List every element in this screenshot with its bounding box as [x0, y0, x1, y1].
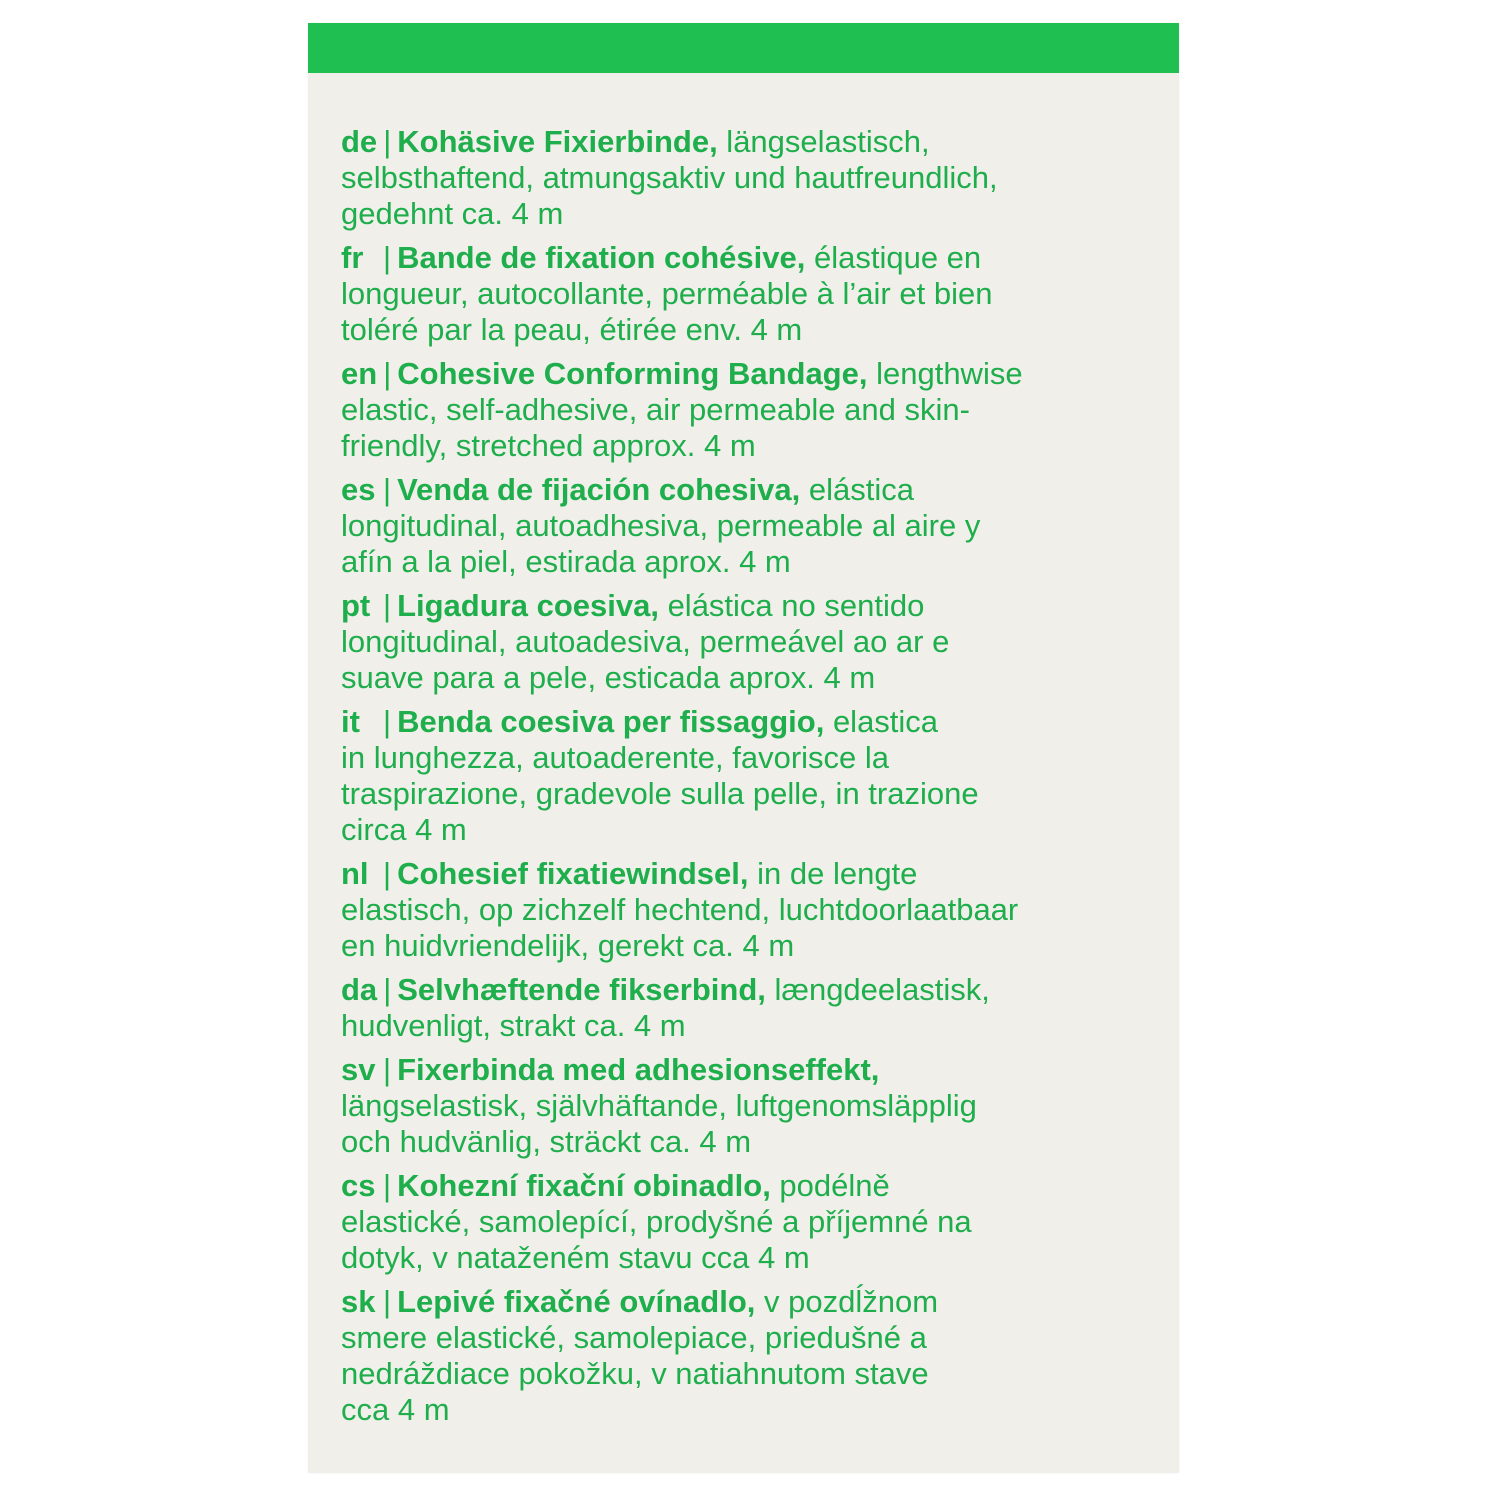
language-code: da [341, 972, 378, 1007]
description-line: circa 4 m [341, 812, 467, 847]
description-line: gedehnt ca. 4 m [341, 196, 564, 231]
entry-first-line [341, 1168, 1161, 1204]
product-title: Venda de fijación cohesiva, [397, 472, 801, 507]
description-line: cca 4 m [341, 1392, 450, 1427]
separator: | [383, 356, 392, 391]
green-header-band [308, 23, 1179, 73]
description-start: elástica [800, 472, 914, 507]
description-start: elástica no sentido [658, 588, 925, 623]
description-start: in de lengte [748, 856, 918, 891]
entry-pt [341, 588, 1161, 696]
description-line: in lunghezza, autoaderente, favorisce la [341, 740, 890, 775]
description-line: suave para a pele, esticada aprox. 4 m [341, 660, 876, 695]
entry-fr [341, 240, 1161, 348]
language-code: sv [341, 1052, 376, 1087]
separator: | [383, 856, 392, 891]
product-title: Bande de fixation cohésive, [397, 240, 806, 275]
entry-first-line [341, 124, 1161, 160]
description-line: elastické, samolepící, prodyšné a příjemné na [341, 1204, 972, 1239]
description-line: traspirazione, gradevole sulla pelle, in trazione [341, 776, 979, 811]
product-title: Kohezní fixační obinadlo, [397, 1168, 771, 1203]
description-line: längselastisk, självhäftande, luftgenomsläpplig [341, 1088, 977, 1123]
language-code: es [341, 472, 376, 507]
language-code: it [341, 704, 360, 739]
description-line: afín a la piel, estirada aprox. 4 m [341, 544, 791, 579]
description-start: podélně [770, 1168, 890, 1203]
entry-sv [341, 1052, 1161, 1160]
entry-first-line [341, 1052, 1161, 1088]
language-list [341, 124, 1161, 1436]
entry-de [341, 124, 1161, 232]
separator: | [383, 1052, 392, 1087]
package-panel [308, 23, 1179, 1473]
entry-cs [341, 1168, 1161, 1276]
description-line: longitudinal, autoadesiva, permeável ao ar e [341, 624, 950, 659]
language-code: de [341, 124, 378, 159]
language-code: nl [341, 856, 369, 891]
description-line: en huidvriendelijk, gerekt ca. 4 m [341, 928, 795, 963]
product-title: Benda coesiva per fissaggio, [397, 704, 825, 739]
product-title: Kohäsive Fixierbinde, [397, 124, 718, 159]
description-line: toléré par la peau, étirée env. 4 m [341, 312, 803, 347]
entry-da [341, 972, 1161, 1044]
description-line: hudvenligt, strakt ca. 4 m [341, 1008, 686, 1043]
entry-en [341, 356, 1161, 464]
separator: | [383, 972, 392, 1007]
product-title: Cohesive Conforming Bandage, [397, 356, 868, 391]
product-title: Lepivé fixačné ovínadlo, [397, 1284, 756, 1319]
entry-first-line [341, 856, 1161, 892]
separator: | [383, 1168, 392, 1203]
description-line: smere elastické, samolepiace, priedušné a [341, 1320, 927, 1355]
description-start: élastique en [805, 240, 982, 275]
entry-first-line [341, 1284, 1161, 1320]
language-code: pt [341, 588, 371, 623]
description-start: längselastisch, [717, 124, 930, 159]
product-title: Selvhæftende fikserbind, [397, 972, 766, 1007]
description-line: elastisch, op zichzelf hechtend, luchtdoorlaatbaar [341, 892, 1019, 927]
description-line: nedráždiace pokožku, v natiahnutom stave [341, 1356, 929, 1391]
entry-first-line [341, 356, 1161, 392]
entry-nl [341, 856, 1161, 964]
description-line: och hudvänlig, sträckt ca. 4 m [341, 1124, 752, 1159]
separator: | [383, 240, 392, 275]
description-line: selbsthaftend, atmungsaktiv und hautfreundlich, [341, 160, 998, 195]
entry-es [341, 472, 1161, 580]
description-line: friendly, stretched approx. 4 m [341, 428, 756, 463]
entry-first-line [341, 704, 1161, 740]
entry-first-line [341, 972, 1161, 1008]
language-code: sk [341, 1284, 376, 1319]
language-code: fr [341, 240, 364, 275]
separator: | [383, 704, 392, 739]
entry-sk [341, 1284, 1161, 1428]
description-line: longueur, autocollante, perméable à l’air et bien [341, 276, 993, 311]
description-line: dotyk, v nataženém stavu cca 4 m [341, 1240, 810, 1275]
language-code: cs [341, 1168, 376, 1203]
description-start: længdeelastisk, [765, 972, 990, 1007]
language-code: en [341, 356, 378, 391]
separator: | [383, 124, 392, 159]
entry-first-line [341, 588, 1161, 624]
separator: | [383, 472, 392, 507]
description-start: elastica [824, 704, 939, 739]
product-title: Fixerbinda med adhesionseffekt, [397, 1052, 880, 1087]
product-title: Ligadura coesiva, [397, 588, 659, 623]
description-start: v pozdĺžnom [755, 1284, 939, 1319]
separator: | [383, 588, 392, 623]
entry-it [341, 704, 1161, 848]
entry-first-line [341, 240, 1161, 276]
separator: | [383, 1284, 392, 1319]
description-line: elastic, self-adhesive, air permeable and skin- [341, 392, 970, 427]
product-title: Cohesief fixatiewindsel, [397, 856, 749, 891]
entry-first-line [341, 472, 1161, 508]
description-line: longitudinal, autoadhesiva, permeable al aire y [341, 508, 981, 543]
description-start: lengthwise [867, 356, 1023, 391]
